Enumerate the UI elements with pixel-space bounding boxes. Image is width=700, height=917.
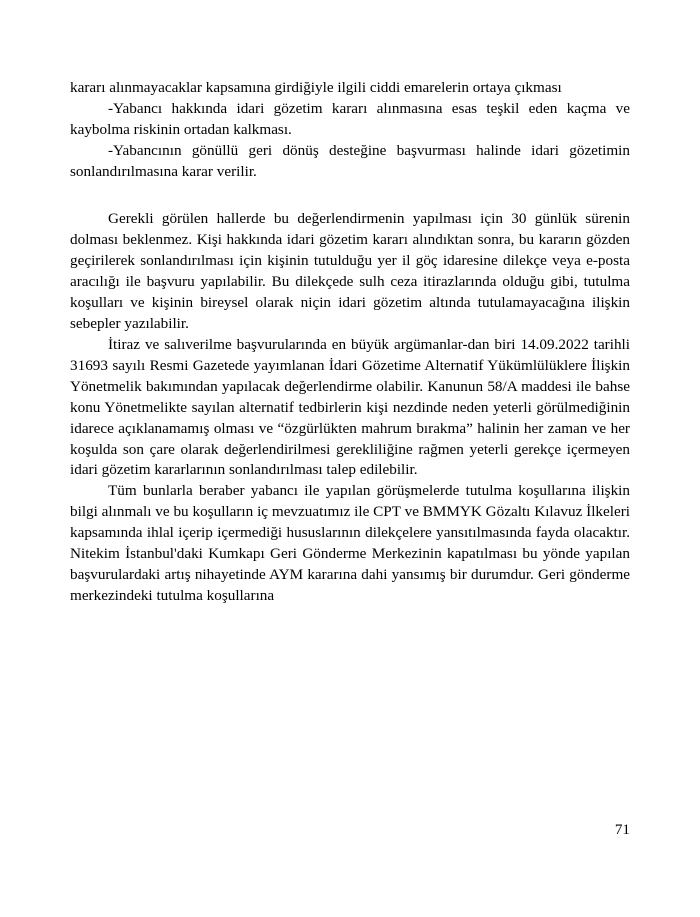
page-body	[70, 78, 630, 607]
paragraph-3: -Yabancının gönüllü geri dönüş desteğine başvurması halinde idari gözetimin sonlandırılmasına karar verilir.	[70, 141, 630, 180]
paragraph-1: kararı alınmayacaklar kapsamına girdiğiyle ilgili ciddi emarelerin ortaya çıkması	[70, 79, 562, 96]
page-number: 71	[614, 821, 630, 838]
paragraph-spacer	[70, 183, 630, 209]
paragraph-4: Gerekli görülen hallerde bu değerlendirmenin yapılması için 30 günlük sürenin dolması beklenmez. Kişi hakkında idari gözetim kararı alındıktan sonra, bu kararın gözden geçirilerek sonlandırılması için kişinin tutulduğu yer il göç idaresine dilekçe veya e-posta aracılığı ile başvuru yapılabilir. Bu dilekçede sulh ceza itirazlarında olduğu gibi, tutulma koşulları ve kişinin bireysel olarak niçin idari gözetim altında tutulamayacağına ilişkin sebepler yazılabilir.	[70, 209, 630, 332]
paragraph-5: İtiraz ve salıverilme başvurularında en büyük argümanlar-dan biri 14.09.2022 tarihli 31693 sayılı Resmi Gazetede yayımlanan İdari Gözetime Alternatif Yükümlülüklere İlişkin Yönetmelik bakımından yapılacak değerlendirme olabilir. Kanunun 58/A maddesi ile bahse konu Yönetmelikte sayılan alternatif tedbirlerin kişi nezdinde neden yeterli görülmediğinin idarece açıklanamamış olması ve “özgürlükten mahrum bırakma” halinin her zaman ve her koşulda son çare olarak değerlendirilmesi gerekliliğine rağmen yeterli gerekçe içermeyen idari gözetim kararlarının sonlandırılması talep edilebilir.	[70, 335, 630, 479]
paragraph-6: Tüm bunlarla beraber yabancı ile yapılan görüşmelerde tutulma koşullarına ilişkin bilgi alınmalı ve bu koşulların iç mevzuatımız ile CPT ve BMMYK Gözaltı Kılavuz İlkeleri kapsamında ihlal içerip içermediği hususlarının dilekçelere yansıtılmasında fayda olacaktır. Nitekim İstanbul'daki Kumkapı Geri Gönderme Merkezinin kapatılması bu yönde yapılan başvurulardaki artış nihayetinde AYM kararına dahi yansımış bir durumdur. Geri gönderme merkezindeki tutulma koşullarına	[70, 482, 630, 605]
paragraph-2: -Yabancı hakkında idari gözetim kararı alınmasına esas teşkil eden kaçma ve kaybolma riskinin ortadan kalkması.	[70, 99, 630, 138]
